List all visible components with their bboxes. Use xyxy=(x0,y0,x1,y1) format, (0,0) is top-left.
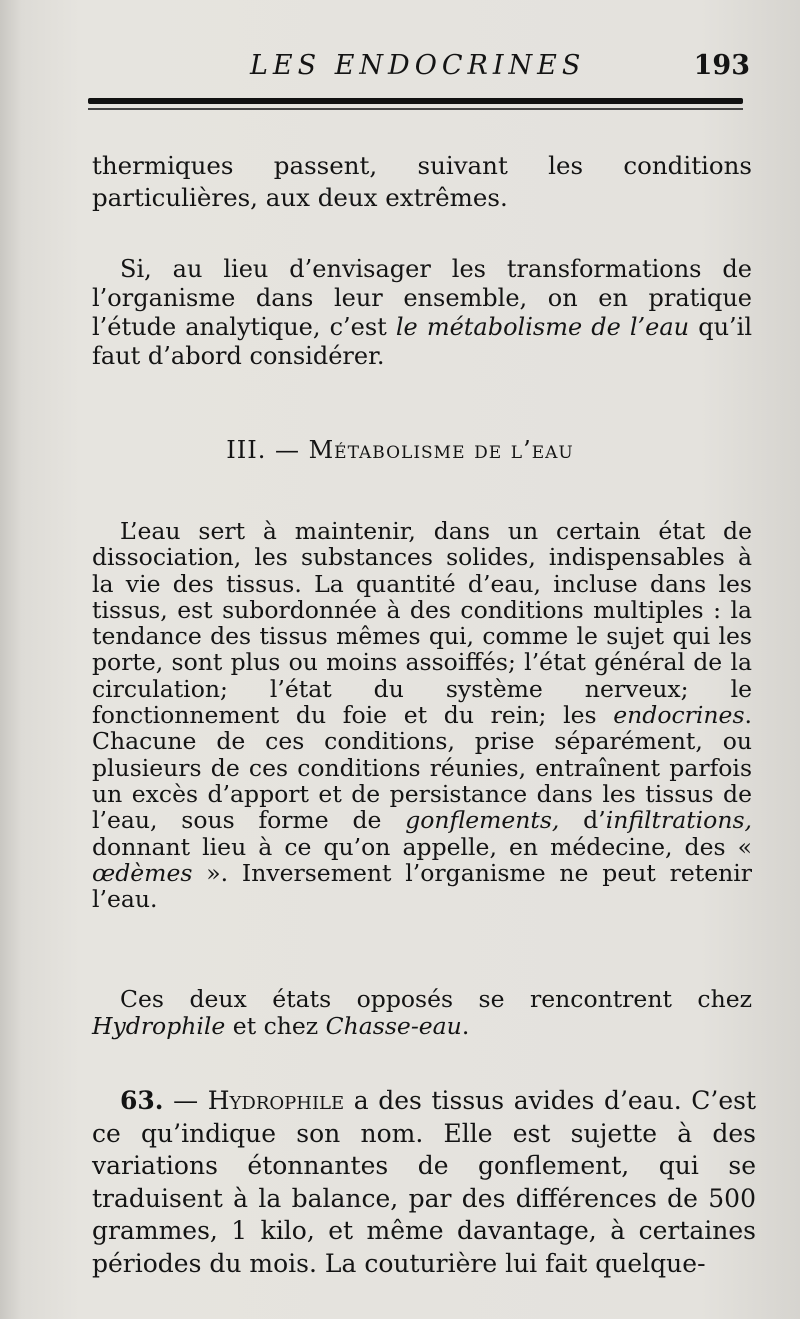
section-title: Métabolisme de l’eau xyxy=(308,436,574,464)
paragraph-2 xyxy=(92,255,752,371)
paragraph-3-text-e: ». Inversement l’organisme ne peut retenir l’eau. xyxy=(92,858,752,914)
paragraph-3-em-gonflements: gonflements, xyxy=(405,806,560,835)
paragraph-1 xyxy=(92,150,752,214)
entry-name: Hydrophile xyxy=(207,1086,345,1115)
header-rule-thin xyxy=(88,108,743,110)
paragraph-4-em-hydrophile: Hydrophile xyxy=(92,1012,226,1040)
paragraph-3-em-oedemes: œdèmes xyxy=(92,858,193,887)
header-rule xyxy=(88,98,743,104)
page-number: 193 xyxy=(693,50,750,81)
paragraph-3-text-b: . Chacune de ces conditions, prise séparément, ou plusieurs de ces conditions réunies, entraînent parfois un excès d’apport et de persistance dans les tissus de l’eau, sous forme de xyxy=(92,701,752,835)
paragraph-3-text-a: L’eau sert à maintenir, dans un certain état de dissociation, les substances solides, indispensables à la vie des tissus. La quantité d’eau, incluse dans les tissus, est subordonnée à des conditions multiples : la tendance des tissus mêmes qui, comme le sujet qui les porte, sont plus ou moins assoiffés; l’état général de la circulation; l’état du système nerveux; le fonctionnement du foie et du rein; les xyxy=(92,517,752,730)
paragraph-1-text: thermiques passent, suivant les conditions particulières, aux deux extrêmes. xyxy=(92,151,752,212)
page-header xyxy=(250,50,750,90)
paragraph-3-text-d: donnant lieu à ce qu’on appelle, en médecine, des « xyxy=(92,832,752,861)
paragraph-5-text: a des tissus avides d’eau. C’est ce qu’indique son nom. Elle est sujette à des variations étonnantes de gonflement, qui se traduisent à la balance, par des différences de 500 grammes, 1 kilo, et même davantage, à certaines périodes du mois. La couturière lui fait quelque- xyxy=(92,1086,756,1278)
section-number: III. — xyxy=(226,436,300,464)
paragraph-3-em-infiltrations: infiltrations, xyxy=(605,806,752,835)
paragraph-4-text-b: et chez xyxy=(225,1012,326,1040)
paragraph-4 xyxy=(92,986,752,1040)
entry-number: 63. xyxy=(120,1086,164,1115)
paragraph-2-text-b: qu’il faut d’abord considérer. xyxy=(92,313,753,370)
paragraph-4-text-c: . xyxy=(461,1012,470,1040)
paragraph-3-text-c: d’ xyxy=(559,806,606,835)
paragraph-2-emphasis: le métabolisme de l’eau xyxy=(395,313,690,341)
entry-dash: — xyxy=(163,1086,208,1115)
paragraph-3-em-endocrines: endocrines xyxy=(613,701,745,730)
section-heading xyxy=(0,436,800,464)
paragraph-2-text-a: Si, au lieu d’envisager les transformations de l’organisme dans leur ensemble, on en pratique l’étude analytique, c’est xyxy=(92,255,752,341)
paragraph-4-text-a: Ces deux états opposés se rencontrent chez xyxy=(120,985,752,1013)
paragraph-3 xyxy=(92,518,752,912)
paragraph-5 xyxy=(92,1085,756,1280)
running-title: LES ENDOCRINES xyxy=(250,50,586,81)
paragraph-4-em-chasse-eau: Chasse-eau xyxy=(325,1012,462,1040)
